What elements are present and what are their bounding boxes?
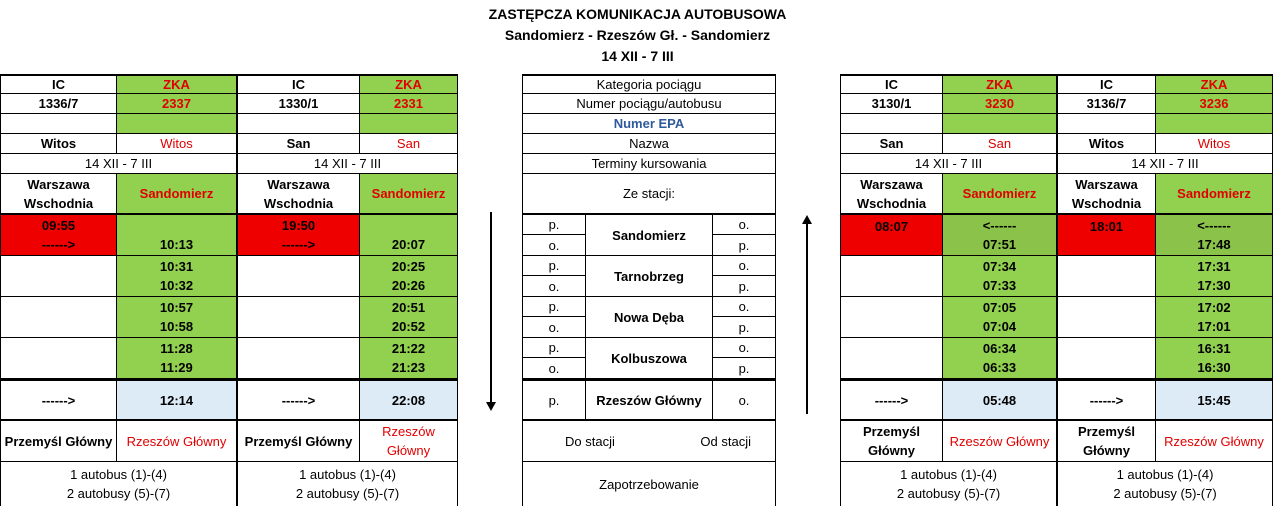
ic-empty [237,338,359,379]
station-arrival-label: p. [522,379,585,421]
station-departure-label: o. [522,276,585,297]
zka-time-block: 10:13 [116,215,237,256]
zka-category: ZKA [359,74,458,94]
bus-demand-line: 1 autobus (1)-(4) [1116,467,1214,482]
route-subtitle: Sandomierz - Rzeszów Gł. - Sandomierz [504,27,771,43]
ic-empty [0,297,116,338]
zka-time: 07:34 [982,259,1017,274]
running-dates: 14 XII - 7 III [840,154,1057,174]
zka-time-block [116,338,237,379]
ic-departure: 08:07 [840,215,942,256]
zka-time-block [942,297,1057,338]
zka-time-block [359,338,458,379]
zka-time-block [942,338,1057,379]
ic-empty [237,256,359,297]
zka-final-time: 22:08 [359,379,458,421]
zka-time: 17:02 [1197,300,1231,315]
zka-final-time: 05:48 [942,379,1057,421]
zka-time-block [1155,256,1273,297]
arrow-up-icon-head [802,215,812,224]
bus-demand [0,462,237,506]
arrow-down-icon-head [486,402,496,411]
zka-time-block [359,256,458,297]
station-departure-label: o. [712,215,776,235]
station-arrival-label: p. [522,256,585,276]
ic-departure [237,215,359,256]
bus-demand [237,462,458,506]
zka-from-station: Sandomierz [1155,174,1273,215]
station-arrival-label: p. [712,276,776,297]
zka-time: 17:31 [1197,259,1231,274]
ic-destination: Przemyśl Główny [840,421,942,462]
ic-departure-time: 19:50 [281,218,316,233]
label-from-station: Ze stacji: [522,174,776,215]
zka-time-block [942,256,1057,297]
demand-label: Zapotrzebowanie [522,462,776,506]
zka-time: 16:30 [1197,360,1231,375]
ic-from-station: Warszawa Wschodnia [1057,174,1155,215]
zka-time: 06:33 [982,360,1017,375]
ic-epa [0,114,116,134]
bus-demand [1057,462,1273,506]
zka-arrow: <------ [1197,218,1231,233]
ic-empty [1057,297,1155,338]
zka-number: 3230 [942,94,1057,114]
running-dates: 14 XII - 7 III [1057,154,1273,174]
bus-demand-line: 1 autobus (1)-(4) [299,467,396,482]
zka-name: Witos [116,134,237,154]
ic-category: IC [840,74,942,94]
od-stacji-label: Od stacji [700,433,751,449]
ic-category: IC [237,74,359,94]
zka-time-block: 20:07 [359,215,458,256]
station-name: Kolbuszowa [585,338,712,379]
ic-destination: Przemyśl Główny [0,421,116,462]
station-departure-label: o. [522,235,585,256]
arrow-down-icon [490,212,492,404]
ic-empty [840,338,942,379]
ic-departure-time: 09:55 [41,218,76,233]
zka-time: 10:32 [159,278,194,293]
zka-time: 20:51 [391,300,426,315]
zka-epa [116,114,237,134]
label-number: Numer pociągu/autobusu [522,94,776,114]
zka-time: 11:28 [160,341,193,356]
zka-time-block [942,215,1057,256]
station-name: Nowa Dęba [585,297,712,338]
ic-category: IC [1057,74,1155,94]
label-dates: Terminy kursowania [522,154,776,174]
bus-demand-line: 1 autobus (1)-(4) [900,467,997,482]
station-arrival-label: p. [522,215,585,235]
zka-epa [359,114,458,134]
bus-demand-line: 2 autobusy (5)-(7) [295,486,400,501]
ic-empty [840,297,942,338]
zka-time-block [1155,338,1273,379]
zka-destination: Rzeszów Główny [116,421,237,462]
zka-time: 16:31 [1197,341,1231,356]
period-subtitle: 14 XII - 7 III [601,48,674,64]
ic-continue-arrow: ------> [840,379,942,421]
ic-from-station: Warszawa Wschodnia [840,174,942,215]
label-category: Kategoria pociągu [522,74,776,94]
page-title: ZASTĘPCZA KOMUNIKACJA AUTOBUSOWA [488,6,787,22]
station-departure-label: o. [712,256,776,276]
ic-empty [1057,338,1155,379]
ic-empty [840,256,942,297]
zka-time-block [1155,297,1273,338]
zka-number: 3236 [1155,94,1273,114]
ic-empty [237,297,359,338]
ic-number: 1330/1 [237,94,359,114]
zka-time: 21:23 [391,360,426,375]
zka-category: ZKA [942,74,1057,94]
ic-epa [840,114,942,134]
zka-time: 07:04 [982,319,1017,334]
zka-destination: Rzeszów Główny [359,421,458,462]
zka-category: ZKA [1155,74,1273,94]
ic-departure: 18:01 [1057,215,1155,256]
ic-from-station: Warszawa Wschodnia [0,174,116,215]
zka-time: 07:51 [982,237,1017,252]
station-departure-label: o. [712,338,776,358]
ic-continue-arrow: ------> [281,237,316,252]
ic-name: San [840,134,942,154]
station-arrival-label: p. [522,338,585,358]
ic-continue-arrow: ------> [237,379,359,421]
station-departure-label: o. [712,379,776,421]
ic-name: Witos [0,134,116,154]
zka-time: 10:31 [159,259,194,274]
station-name: Rzeszów Główny [585,379,712,421]
bus-demand-line: 2 autobusy (5)-(7) [896,486,1001,501]
ic-number: 3136/7 [1057,94,1155,114]
zka-epa [942,114,1057,134]
bus-demand-line: 1 autobus (1)-(4) [70,467,167,482]
zka-time: 07:33 [982,278,1017,293]
zka-final-time: 15:45 [1155,379,1273,421]
zka-time: 07:05 [982,300,1017,315]
zka-time: 10:57 [159,300,194,315]
zka-name: San [942,134,1057,154]
ic-continue-arrow: ------> [0,379,116,421]
ic-name: San [237,134,359,154]
running-dates: 14 XII - 7 III [237,154,458,174]
station-name: Tarnobrzeg [585,256,712,297]
zka-from-station: Sandomierz [359,174,458,215]
zka-time: 10:58 [159,319,194,334]
ic-empty [1057,256,1155,297]
ic-destination: Przemyśl Główny [237,421,359,462]
bus-demand-line: 2 autobusy (5)-(7) [1113,486,1217,501]
arrow-up-icon [806,224,808,414]
ic-continue-arrow: ------> [1057,379,1155,421]
ic-destination: Przemyśl Główny [1057,421,1155,462]
ic-empty [0,256,116,297]
ic-epa [237,114,359,134]
running-dates: 14 XII - 7 III [0,154,237,174]
station-name: Sandomierz [585,215,712,256]
station-departure-label: o. [522,358,585,379]
zka-time: 20:26 [391,278,426,293]
zka-from-station: Sandomierz [116,174,237,215]
zka-epa [1155,114,1273,134]
do-stacji-label: Do stacji [565,433,615,449]
ic-epa [1057,114,1155,134]
ic-continue-arrow: ------> [41,237,76,252]
zka-name: San [359,134,458,154]
zka-time: 11:29 [160,360,193,375]
zka-destination: Rzeszów Główny [1155,421,1273,462]
zka-arrow: <------ [982,218,1017,233]
station-departure-label: o. [522,317,585,338]
zka-time-block [1155,215,1273,256]
ic-category: IC [0,74,116,94]
zka-time: 20:25 [391,259,426,274]
zka-category: ZKA [116,74,237,94]
zka-time: 06:34 [982,341,1017,356]
station-departure-label: o. [712,297,776,317]
ic-number: 1336/7 [0,94,116,114]
zka-time: 17:01 [1197,319,1231,334]
station-arrival-label: p. [522,297,585,317]
label-name: Nazwa [522,134,776,154]
zka-time-block [116,256,237,297]
station-arrival-label: p. [712,317,776,338]
zka-number: 2331 [359,94,458,114]
label-epa: Numer EPA [522,114,776,134]
ic-from-station: Warszawa Wschodnia [237,174,359,215]
zka-time: 20:52 [391,319,426,334]
zka-time-block [359,297,458,338]
zka-time: 17:30 [1197,278,1231,293]
zka-from-station: Sandomierz [942,174,1057,215]
ic-empty [0,338,116,379]
station-arrival-label: p. [712,235,776,256]
zka-number: 2337 [116,94,237,114]
zka-final-time: 12:14 [116,379,237,421]
direction-labels [522,421,776,462]
zka-destination: Rzeszów Główny [942,421,1057,462]
station-arrival-label: p. [712,358,776,379]
ic-name: Witos [1057,134,1155,154]
zka-time: 17:48 [1197,237,1231,252]
bus-demand-line: 2 autobusy (5)-(7) [66,486,171,501]
ic-departure [0,215,116,256]
ic-number: 3130/1 [840,94,942,114]
zka-time: 21:22 [391,341,426,356]
zka-name: Witos [1155,134,1273,154]
bus-demand [840,462,1057,506]
zka-time-block [116,297,237,338]
